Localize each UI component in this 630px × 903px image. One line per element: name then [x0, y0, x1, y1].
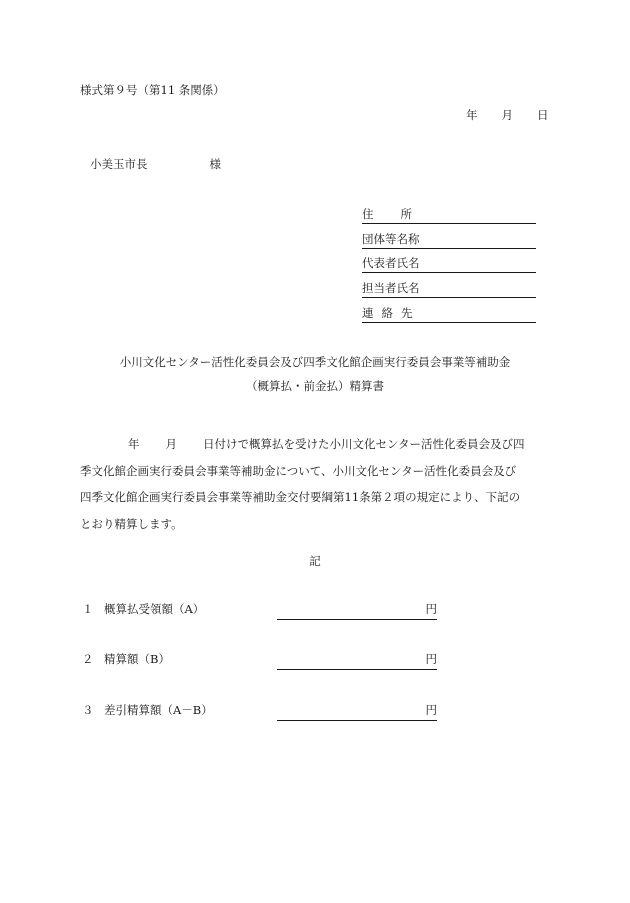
item-number: ３: [82, 703, 94, 717]
body-line-4: とおり精算します。: [80, 516, 183, 531]
body-paragraph: [80, 431, 556, 537]
item-number: ２: [82, 652, 94, 666]
document-title-line2: （概算払・前金払）精算書: [246, 379, 384, 393]
item-label: 概算払受領額（A）: [104, 602, 205, 616]
yen-unit: 円: [425, 602, 437, 616]
date-day-label: 日: [537, 108, 549, 122]
form-number: 様式第９号（第11 条関係）: [80, 83, 225, 97]
applicant-organization-label: 団体等名称: [362, 232, 420, 246]
item-settlement-amount: [82, 654, 170, 666]
applicant-representative-field[interactable]: [362, 258, 536, 270]
item-advance-received: [82, 604, 204, 616]
date-year-label: 年: [466, 108, 478, 122]
body-line-1: 年 月 日付けで概算払を受けた小川文化センター活性化委員会及び四: [128, 437, 525, 451]
yen-unit: 円: [425, 703, 437, 717]
settlement-amount-field[interactable]: [277, 654, 437, 670]
addressee-honorific: 様: [209, 157, 221, 171]
applicant-contact-person-label: 担当者氏名: [362, 281, 420, 295]
item-label: 差引精算額（A－B）: [104, 703, 213, 717]
applicant-address-label: 住 所: [362, 207, 412, 221]
body-line-3: 四季文化館企画実行委員会事業等補助金交付要綱第11条第２項の規定により、下記の: [80, 490, 521, 504]
addressee-name: 小美玉市長: [90, 157, 148, 171]
item-number: １: [82, 602, 94, 616]
date-month-label: 月: [501, 108, 513, 122]
advance-received-amount-field[interactable]: [277, 604, 437, 620]
ki-heading: 記: [309, 554, 321, 568]
document-title-line1: 小川文化センター活性化委員会及び四季文化館企画実行委員会事業等補助金: [119, 355, 511, 369]
applicant-organization-field[interactable]: [362, 234, 536, 246]
applicant-contact-label: 連 絡 先: [362, 306, 413, 320]
applicant-contact-person-field[interactable]: [362, 283, 536, 295]
applicant-contact-field[interactable]: [362, 308, 536, 320]
item-difference-amount: [82, 705, 213, 717]
addressee: [90, 159, 221, 171]
item-label: 精算額（B）: [104, 652, 170, 666]
difference-amount-field[interactable]: [277, 705, 437, 721]
date-line: [466, 110, 549, 122]
body-line-2: 季文化館企画実行委員会事業等補助金について、小川文化センター活性化委員会及び: [80, 463, 517, 478]
yen-unit: 円: [425, 652, 437, 666]
applicant-representative-label: 代表者氏名: [362, 256, 420, 270]
applicant-address-field[interactable]: [362, 209, 536, 221]
